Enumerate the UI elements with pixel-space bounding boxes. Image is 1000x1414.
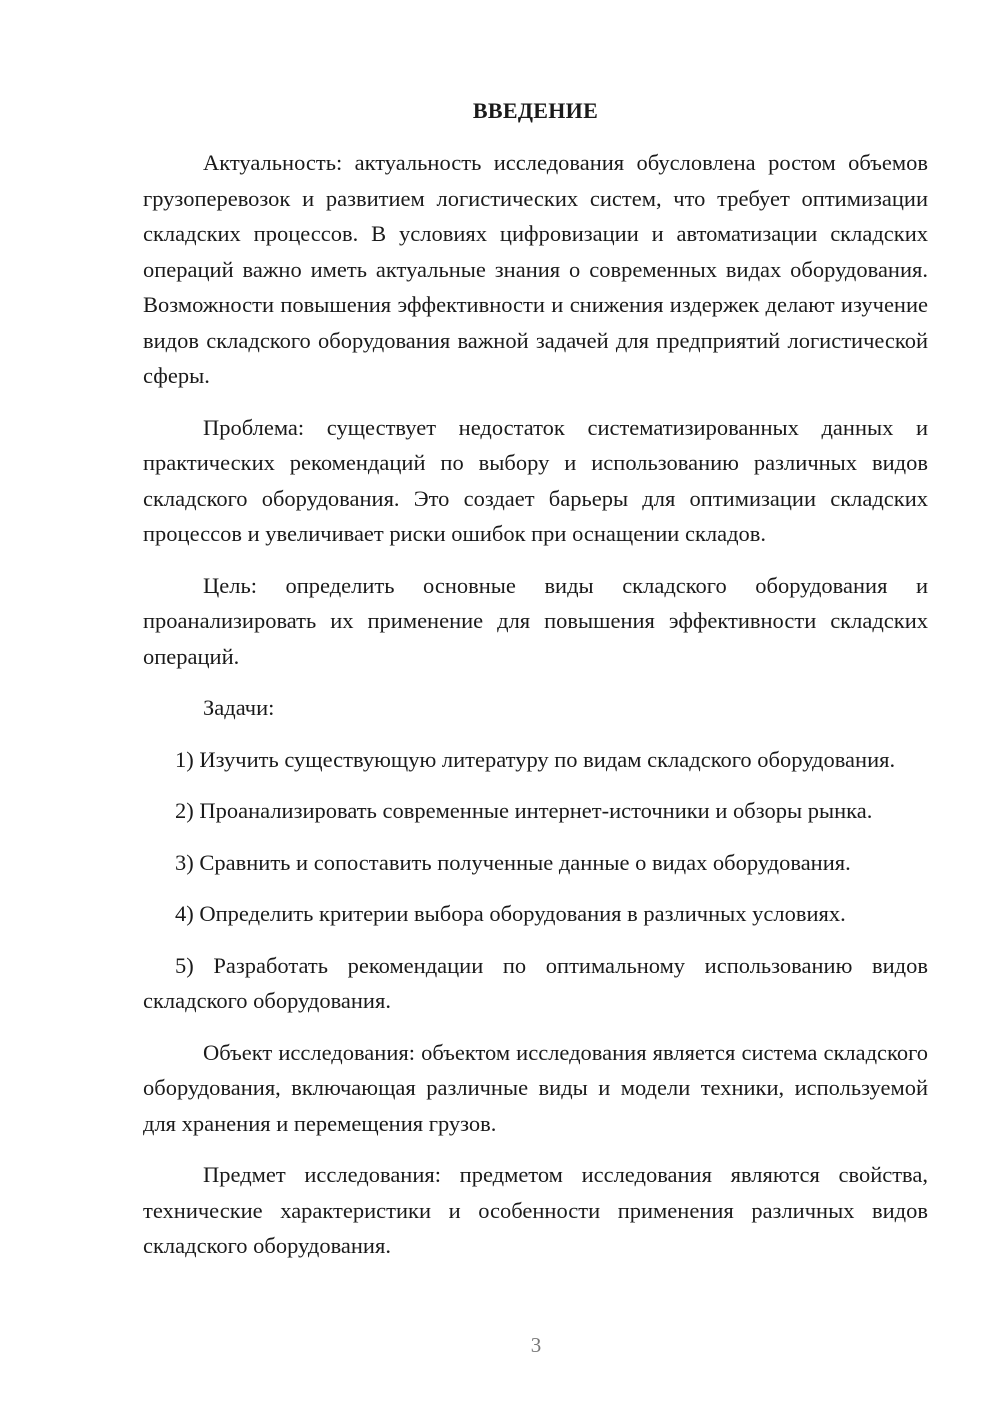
task-item-4: 4) Определить критерии выбора оборудования в различных условиях. xyxy=(175,901,846,926)
paragraph-goal: Цель: определить основные виды складского оборудования и проанализировать их применение для повышения эффективности складских операций. xyxy=(143,572,928,669)
task-item-1: 1) Изучить существующую литературу по видам складского оборудования. xyxy=(175,746,896,772)
document-page xyxy=(143,96,928,1280)
task-item-3: 3) Сравнить и сопоставить полученные данные о видах оборудования. xyxy=(175,849,851,875)
paragraph-object: Объект исследования: объектом исследования является система складского оборудования, включающая различные виды и модели техники, используемой для хранения и перемещения грузов. xyxy=(143,1039,928,1136)
page-number: 3 xyxy=(530,1333,542,1357)
task-item-5: 5) Разработать рекомендации по оптимальному использованию видов складского оборудования. xyxy=(143,952,928,1013)
tasks-label: Задачи: xyxy=(203,695,275,720)
section-heading: ВВЕДЕНИЕ xyxy=(472,98,599,123)
paragraph-relevance: Актуальность: актуальность исследования обусловлена ростом объемов грузоперевозок и развитием логистических систем, что требует оптимизации складских процессов. В условиях цифровизации и автоматизации складских операций важно иметь актуальные знания о современных видах оборудования. Возможности повышения эффективности и снижения издержек делают изучение видов складского оборудования важной задачей для предприятий логистической сферы. xyxy=(143,150,928,388)
paragraph-problem: Проблема: существует недостаток систематизированных данных и практических рекомендаций по выбору и использованию различных видов складского оборудования. Это создает барьеры для оптимизации складских процессов и увеличивает риски ошибок при оснащении складов. xyxy=(143,414,928,546)
paragraph-subject: Предмет исследования: предметом исследования являются свойства, технические характеристики и особенности применения различных видов складского оборудования. xyxy=(143,1162,928,1258)
task-item-2: 2) Проанализировать современные интернет-источники и обзоры рынка. xyxy=(175,798,873,823)
